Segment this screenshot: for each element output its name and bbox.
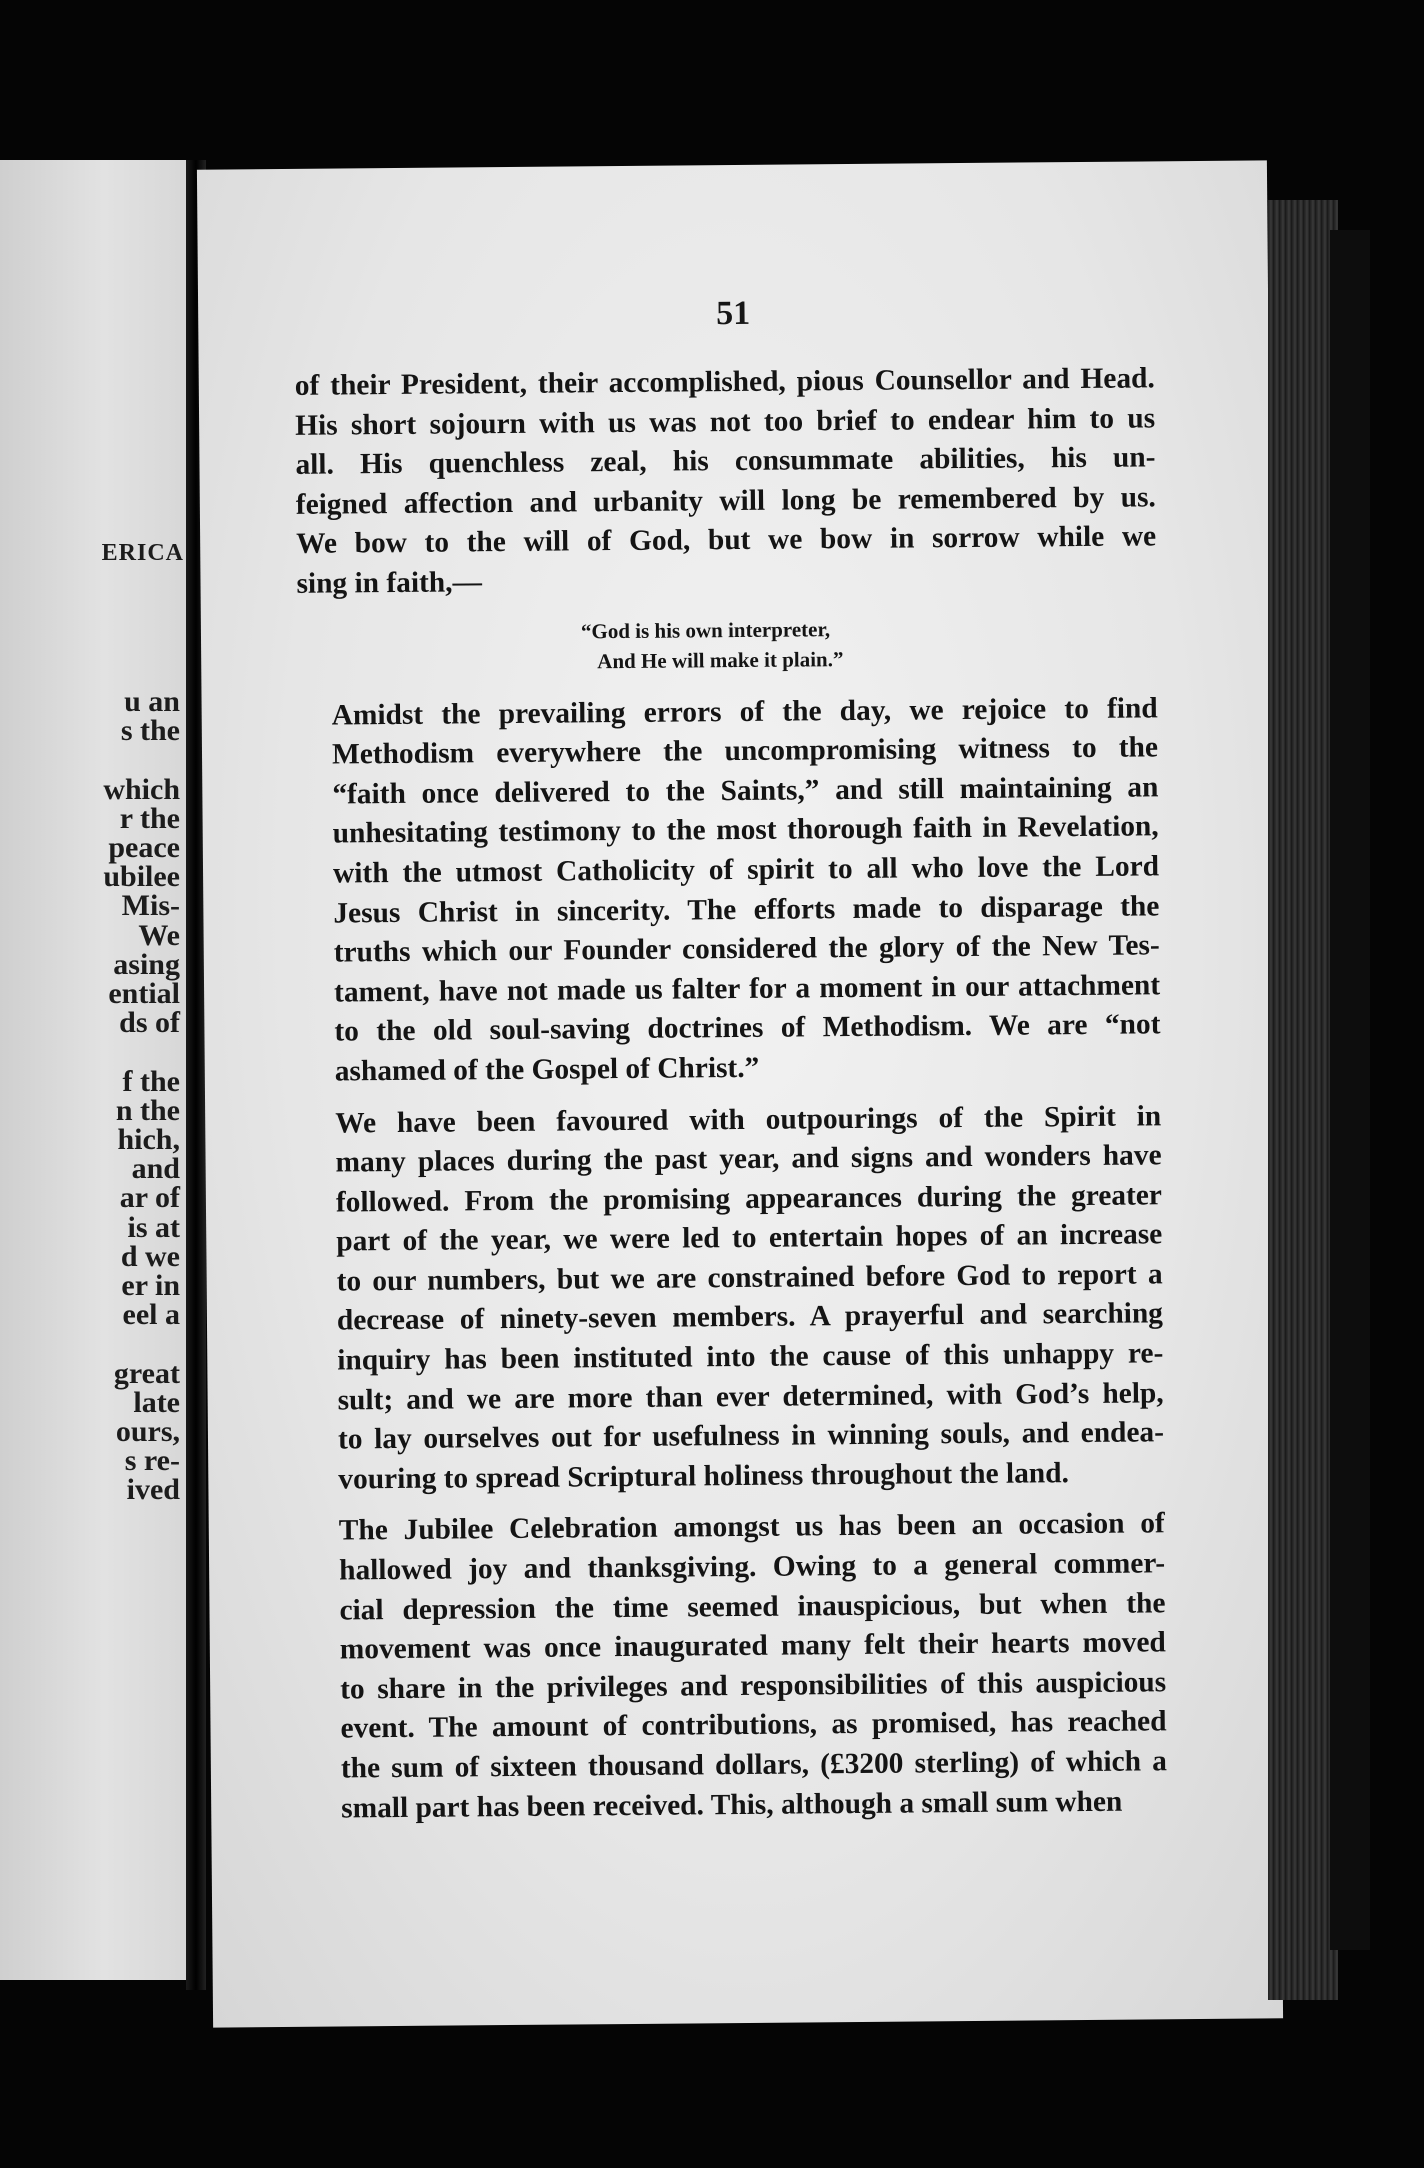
text-line: We have been favoured with outpourings of the Spirit in	[335, 1099, 1162, 1140]
previous-page-line: is at	[127, 1210, 180, 1244]
previous-page-line: d we	[120, 1239, 180, 1273]
previous-page-line: r the	[119, 801, 180, 835]
text-line: to our numbers, but we are constrained before God to report a	[336, 1258, 1163, 1298]
previous-page-line: u an	[124, 685, 180, 718]
text-line: event. The amount of contributions, as promised, has reached	[340, 1705, 1167, 1745]
page-number: 51	[716, 294, 751, 333]
text-line: sult; and we are more than ever determined, with God’s help,	[337, 1376, 1164, 1417]
previous-page-line: We	[138, 918, 180, 952]
text-line: vouring to spread Scriptural holiness throughout the land.	[338, 1456, 1070, 1496]
previous-page-line: ential	[108, 977, 180, 1010]
text-line: the sum of sixteen thousand dollars, (£3200 sterling) of which a	[340, 1745, 1167, 1785]
text-line: to the old soul-saving doctrines of Methodism. We are “not	[334, 1008, 1161, 1048]
paragraph	[298, 689, 1161, 1092]
previous-page-line: f the	[122, 1064, 180, 1098]
previous-page-line: which	[103, 772, 180, 806]
text-line: Amidst the prevailing errors of the day, we rejoice to find	[331, 691, 1158, 732]
verse-line: “God is his own interpreter,	[580, 616, 831, 643]
text-line: all. His quenchless zeal, his consummate abilities, his un-	[295, 441, 1156, 482]
text-line: cial depression the time seemed inauspicious, but when the	[339, 1586, 1166, 1627]
previous-page-line: hich,	[117, 1123, 180, 1156]
text-line: small part has been received. This, although a small sum when	[341, 1785, 1123, 1825]
previous-page-line: asing	[113, 947, 180, 981]
text-line: ashamed of the Gospel of Christ.”	[334, 1051, 760, 1088]
text-line: Methodism everywhere the uncompromising witness to the	[331, 731, 1159, 771]
page-body	[295, 359, 1168, 1841]
text-line: inquiry has been instituted into the cause of this unhappy re-	[337, 1337, 1164, 1377]
text-line: decrease of ninety-seven members. A prayerful and searching	[336, 1297, 1164, 1337]
quoted-verse	[297, 611, 1157, 679]
previous-page-line: s the	[120, 714, 180, 748]
text-line: many places during the past year, and signs and wonders have	[335, 1139, 1162, 1179]
previous-page-line: ds of	[119, 1006, 180, 1040]
text-line: to lay ourselves out for usefulness in winning souls, and endea-	[337, 1416, 1165, 1456]
previous-page-line: n the	[115, 1093, 180, 1127]
text-line: Jesus Christ in sincerity. The efforts made to disparage the	[333, 889, 1160, 930]
text-line: truths which our Founder considered the glory of the New Tes-	[333, 929, 1160, 969]
previous-page-line: great	[113, 1356, 180, 1390]
text-line: of their President, their accomplished, pious Counsellor and Head.	[294, 362, 1155, 402]
previous-page-line: ubilee	[103, 860, 180, 894]
text-line: “faith once delivered to the Saints,” and still maintaining an	[332, 771, 1159, 811]
book-page-edges	[1268, 200, 1338, 2000]
text-line: feigned affection and urbanity will long be remembered by us.	[295, 481, 1156, 521]
text-line: to share in the privileges and responsibilities of this auspicious	[340, 1666, 1167, 1706]
text-line: unhesitating testimony to the most thorough faith in Revelation,	[332, 810, 1159, 850]
previous-page-line: ours,	[115, 1415, 180, 1448]
text-line: We bow to the will of God, but we bow in sorrow while we	[296, 520, 1157, 561]
book-cover-edge	[1330, 230, 1370, 1950]
previous-page-line: Mis-	[121, 889, 180, 923]
previous-page-line: eel a	[122, 1298, 180, 1332]
book-page	[197, 160, 1283, 2027]
text-line: hallowed joy and thanksgiving. Owing to a general commer-	[339, 1547, 1166, 1587]
previous-page-line: and	[131, 1152, 180, 1186]
previous-page-line: ived	[126, 1473, 180, 1507]
verse-line: And He will make it plain.”	[597, 646, 844, 673]
text-line: part of the year, we were led to entertain hopes of an increase	[336, 1218, 1163, 1258]
previous-page-line: ar of	[119, 1181, 180, 1215]
text-line: with the utmost Catholicity of spirit to all who love the Lord	[332, 850, 1160, 890]
paragraph	[301, 1097, 1164, 1500]
previous-page-line: peace	[108, 831, 180, 864]
previous-page-line: er in	[121, 1269, 180, 1302]
paragraph	[305, 1505, 1168, 1829]
text-line: movement was once inaugurated many felt their hearts moved	[339, 1626, 1166, 1666]
previous-page-line: late	[133, 1385, 180, 1419]
text-line: The Jubilee Celebration amongst us has been an occasion of	[338, 1507, 1165, 1547]
text-line: sing in faith,—	[296, 566, 483, 600]
text-line: tament, have not made us falter for a moment in our attachment	[333, 969, 1161, 1009]
text-line: followed. From the promising appearances during the greater	[335, 1179, 1163, 1219]
paragraph	[295, 359, 1157, 604]
previous-page-fragment	[0, 160, 188, 1980]
previous-page-heading-fragment: ERICA	[101, 540, 184, 566]
text-line: His short sojourn with us was not too brief to endear him to us	[295, 401, 1156, 442]
previous-page-line: s re-	[124, 1444, 180, 1478]
